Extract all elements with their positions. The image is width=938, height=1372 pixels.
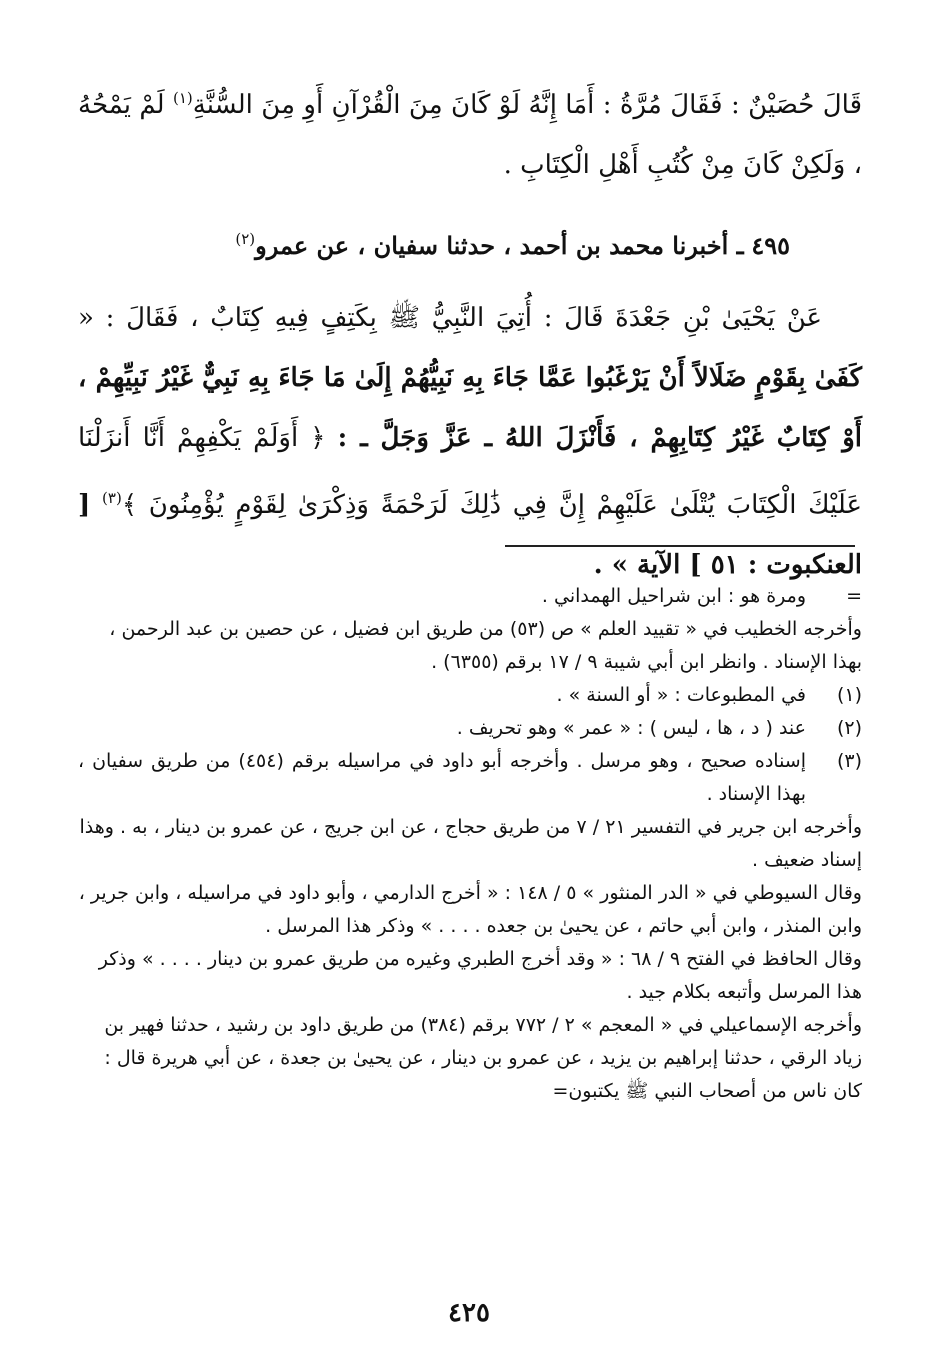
quran-verse: ﴿ أَوَلَمْ يَكْفِهِمْ أَنَّا أَنزَلْنَا عَلَيْكَ الْكِتَابَ يُتْلَىٰ عَلَيْهِمْ إِنَّ فِي ذَٰلِكَ لَرَحْمَةً وَذِكْرَىٰ لِقَوْمٍ يُؤْمِنُونَ ﴾: [78, 423, 863, 520]
footnote-ref-1: (١): [173, 89, 193, 107]
footnote-2-label: (٢): [836, 717, 862, 739]
footnote-continuation-2: وأخرجه الخطيب في « تقييد العلم » ص (٥٣) من طريق ابن فضيل ، عن حصين بن عبد الرحمن ، بهذا الإسناد . وانظر ابن أبي شيبة ٩ / ١٧ برقم (٦٣٥٥) .: [109, 618, 862, 673]
footnote-continuation: [78, 580, 862, 613]
footnote-1-text: في المطبوعات : « أو السنة » .: [556, 684, 806, 706]
continuation-line-1: ومرة هو : ابن شراحيل الهمداني .: [541, 585, 806, 607]
footnote-3-para-3: وقال السيوطي في « الدر المنثور » ٥ / ١٤٨ : « أخرج الدارمي ، وأبو داود في مراسيله ، وابن جرير ، وابن المنذر ، وابن أبي حاتم ، عن يحيىٰ بن جعده . . . . » وذكر هذا المرسل .: [78, 882, 862, 937]
footnote-2-text: عند ( د ، ها ، ليس ) : « عمر » وهو تحريف .: [456, 717, 806, 739]
footnote-2: [78, 712, 862, 745]
hadith-body: [78, 288, 862, 595]
footnote-1: [78, 679, 862, 712]
hadith-saying: كَفَىٰ بِقَوْمٍ ضَلَالاً أَنْ يَرْغَبُوا عَمَّا جَاءَ بِهِ نَبِيُّهُمْ إِلَىٰ مَا جَاءَ بِهِ نَبِيٌّ غَيْرُ نَبِيِّهِمْ ، أَوْ كِتَابٌ غَيْرُ كِتَابِهِمْ ، فَأَنْزَلَ اللهُ ـ عَزَّ وَجَلَّ ـ :: [78, 363, 862, 453]
footnote-3-para-4: وقال الحافظ في الفتح ٩ / ٦٨ : « وقد أخرج الطبري وغيره من طريق عمرو بن دينار . . . . » وذكر هذا المرسل وأتبعه بكلام جيد .: [98, 948, 862, 1003]
footnote-1-label: (١): [836, 684, 862, 706]
continuation-mark: =: [846, 585, 862, 607]
footnotes: [78, 580, 862, 1108]
footnote-3: [78, 745, 862, 811]
hadith-isnad: ـ أخبرنا محمد بن أحمد ، حدثنا سفيان ، عن عمرو: [255, 231, 744, 260]
intro-line: قَالَ حُصَيْنٌ : فَقَالَ مُرَّةُ : أَمَا إِنَّهُ لَوْ كَانَ مِنَ الْقُرْآنِ أَوِ مِنَ السُّنَّةِ: [192, 90, 862, 120]
footnote-3-para-5: وأخرجه الإسماعيلي في « المعجم » ٢ / ٧٧٢ برقم (٣٨٤) من طريق داود بن رشيد ، حدثنا فهير بن زياد الرقي ، حدثنا إبراهيم بن يزيد ، عن عمرو بن دينار ، عن يحيىٰ بن جعدة ، عن أبي هريرة قال : كان ناس من أصحاب النبي ﷺ يكتبون=: [104, 1014, 862, 1102]
footnote-3-text: إسناده صحيح ، وهو مرسل . وأخرجه أبو داود في مراسيله برقم (٤٥٤) من طريق سفيان ، بهذا الإسناد .: [78, 750, 807, 805]
hadith-text: عَنْ يَحْيَىٰ بْنِ جَعْدَةَ قَالَ : أُتِيَ النَّبِيُّ ﷺ بِكَتِفٍ فِيهِ كِتَابٌ ، فَقَالَ : «: [78, 303, 822, 333]
intro-rest: لَمْ يَمْحُهُ ، وَلَكِنْ كَانَ مِنْ كُتُبِ أَهْلِ الْكِتَابِ .: [78, 90, 862, 180]
verse-reference: [ العنكبوت : ٥١ ] الآية » .: [78, 490, 862, 580]
footnote-3-label: (٣): [836, 750, 862, 772]
footnote-ref-3: (٣): [102, 489, 122, 507]
intro-paragraph: [78, 68, 862, 195]
main-text: [78, 68, 862, 595]
footnote-3-para-2: وأخرجه ابن جرير في التفسير ٢١ / ٧ من طريق حجاج ، عن ابن جريج ، عن عمرو بن دينار ، به . وهذا إسناد ضعيف .: [79, 816, 862, 871]
page-number: ٤٢٥: [448, 1298, 490, 1328]
footnote-ref-2: (٢): [235, 230, 256, 248]
hadith-number: ٤٩٥: [751, 231, 790, 260]
footnote-divider: [505, 545, 855, 547]
hadith-heading: [78, 209, 862, 276]
